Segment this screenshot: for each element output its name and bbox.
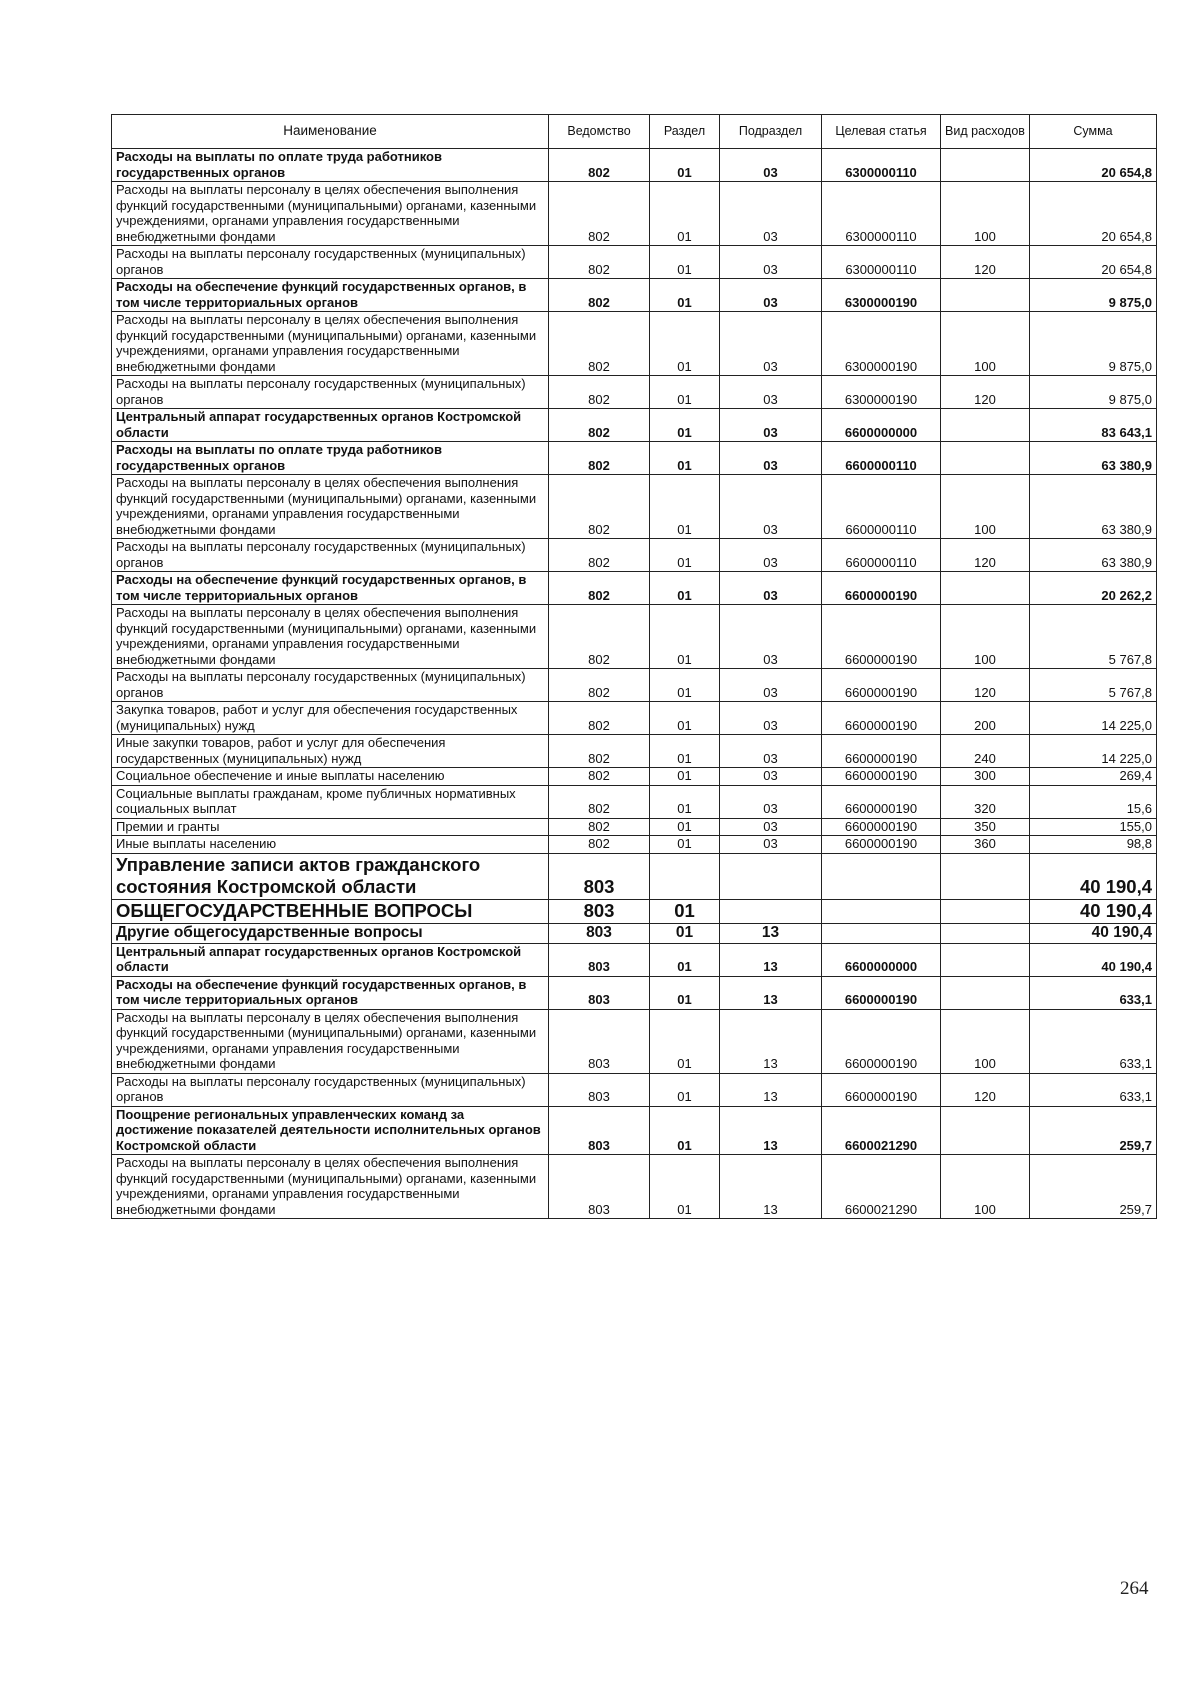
cell-name: Расходы на обеспечение функций государственных органов, в том числе территориальных органов bbox=[112, 976, 549, 1009]
cell-sum: 83 643,1 bbox=[1030, 409, 1157, 442]
table-row bbox=[112, 279, 1157, 312]
cell-name: Расходы на выплаты персоналу в целях обеспечения выполнения функций государственными (муниципальными) органами, казенными учреждениями, органами управления государственными внебюджетными фондами bbox=[112, 312, 549, 376]
table-row bbox=[112, 149, 1157, 182]
cell-kind bbox=[941, 1106, 1030, 1155]
table-row bbox=[112, 246, 1157, 279]
cell-kind: 100 bbox=[941, 1009, 1030, 1073]
cell-dept: 803 bbox=[549, 923, 650, 943]
cell-dept: 802 bbox=[549, 836, 650, 854]
cell-sum: 633,1 bbox=[1030, 976, 1157, 1009]
cell-kind bbox=[941, 442, 1030, 475]
table-row bbox=[112, 923, 1157, 943]
cell-name: Социальное обеспечение и иные выплаты населению bbox=[112, 768, 549, 786]
cell-dept: 802 bbox=[549, 702, 650, 735]
table-row bbox=[112, 442, 1157, 475]
cell-name: Расходы на обеспечение функций государственных органов, в том числе территориальных органов bbox=[112, 279, 549, 312]
cell-kind: 200 bbox=[941, 702, 1030, 735]
cell-name: Расходы на выплаты персоналу в целях обеспечения выполнения функций государственными (муниципальными) органами, казенными учреждениями, органами управления государственными внебюджетными фондами bbox=[112, 605, 549, 669]
cell-subsection: 03 bbox=[720, 785, 822, 818]
cell-sum: 63 380,9 bbox=[1030, 539, 1157, 572]
cell-dept: 802 bbox=[549, 818, 650, 836]
cell-name: Расходы на обеспечение функций государственных органов, в том числе территориальных органов bbox=[112, 572, 549, 605]
cell-dept: 803 bbox=[549, 899, 650, 923]
header-kind: Вид расходов bbox=[941, 115, 1030, 149]
table-row bbox=[112, 735, 1157, 768]
cell-section: 01 bbox=[650, 1106, 720, 1155]
cell-target: 6600000110 bbox=[822, 475, 941, 539]
cell-name: Расходы на выплаты персоналу в целях обеспечения выполнения функций государственными (муниципальными) органами, казенными учреждениями, органами управления государственными внебюджетными фондами bbox=[112, 475, 549, 539]
cell-dept: 802 bbox=[549, 279, 650, 312]
cell-name: Расходы на выплаты персоналу государственных (муниципальных) органов bbox=[112, 539, 549, 572]
cell-dept: 803 bbox=[549, 1073, 650, 1106]
cell-kind bbox=[941, 149, 1030, 182]
table-body bbox=[112, 149, 1157, 1219]
header-name: Наименование bbox=[112, 115, 549, 149]
cell-subsection: 03 bbox=[720, 818, 822, 836]
cell-target: 6600000190 bbox=[822, 605, 941, 669]
cell-dept: 802 bbox=[549, 149, 650, 182]
cell-target: 6600000110 bbox=[822, 442, 941, 475]
cell-kind: 120 bbox=[941, 246, 1030, 279]
cell-kind: 100 bbox=[941, 1155, 1030, 1219]
cell-subsection: 13 bbox=[720, 1009, 822, 1073]
cell-subsection: 13 bbox=[720, 1155, 822, 1219]
cell-sum: 259,7 bbox=[1030, 1155, 1157, 1219]
table-row bbox=[112, 669, 1157, 702]
cell-subsection: 03 bbox=[720, 572, 822, 605]
cell-name: Другие общегосударственные вопросы bbox=[112, 923, 549, 943]
header-target: Целевая статья bbox=[822, 115, 941, 149]
cell-dept: 802 bbox=[549, 182, 650, 246]
cell-target: 6600000110 bbox=[822, 539, 941, 572]
cell-name: Иные выплаты населению bbox=[112, 836, 549, 854]
cell-subsection: 03 bbox=[720, 182, 822, 246]
table-row bbox=[112, 899, 1157, 923]
cell-subsection: 03 bbox=[720, 409, 822, 442]
cell-target: 6300000110 bbox=[822, 149, 941, 182]
cell-kind bbox=[941, 899, 1030, 923]
cell-dept: 802 bbox=[549, 669, 650, 702]
cell-sum: 9 875,0 bbox=[1030, 376, 1157, 409]
cell-name: Расходы на выплаты персоналу государственных (муниципальных) органов bbox=[112, 246, 549, 279]
cell-section: 01 bbox=[650, 539, 720, 572]
cell-kind: 320 bbox=[941, 785, 1030, 818]
cell-section: 01 bbox=[650, 702, 720, 735]
table-row bbox=[112, 943, 1157, 976]
cell-kind bbox=[941, 976, 1030, 1009]
cell-subsection bbox=[720, 899, 822, 923]
cell-name: Закупка товаров, работ и услуг для обеспечения государственных (муниципальных) нужд bbox=[112, 702, 549, 735]
cell-dept: 802 bbox=[549, 785, 650, 818]
cell-sum: 5 767,8 bbox=[1030, 605, 1157, 669]
cell-section: 01 bbox=[650, 669, 720, 702]
cell-section: 01 bbox=[650, 312, 720, 376]
cell-sum: 40 190,4 bbox=[1030, 853, 1157, 899]
cell-target: 6600000190 bbox=[822, 1009, 941, 1073]
cell-section: 01 bbox=[650, 1155, 720, 1219]
cell-kind: 120 bbox=[941, 1073, 1030, 1106]
cell-sum: 269,4 bbox=[1030, 768, 1157, 786]
cell-section: 01 bbox=[650, 475, 720, 539]
cell-section: 01 bbox=[650, 1073, 720, 1106]
cell-section: 01 bbox=[650, 149, 720, 182]
cell-subsection: 03 bbox=[720, 735, 822, 768]
cell-subsection: 13 bbox=[720, 976, 822, 1009]
cell-target: 6300000190 bbox=[822, 279, 941, 312]
cell-dept: 803 bbox=[549, 1009, 650, 1073]
cell-section: 01 bbox=[650, 818, 720, 836]
cell-target: 6600021290 bbox=[822, 1155, 941, 1219]
table-row bbox=[112, 605, 1157, 669]
cell-target: 6300000190 bbox=[822, 376, 941, 409]
cell-section: 01 bbox=[650, 836, 720, 854]
cell-target bbox=[822, 853, 941, 899]
cell-name: Расходы на выплаты персоналу государственных (муниципальных) органов bbox=[112, 376, 549, 409]
budget-table bbox=[111, 114, 1157, 1219]
cell-section: 01 bbox=[650, 182, 720, 246]
cell-kind: 300 bbox=[941, 768, 1030, 786]
cell-dept: 802 bbox=[549, 735, 650, 768]
table-row bbox=[112, 1009, 1157, 1073]
cell-subsection: 03 bbox=[720, 246, 822, 279]
table-row bbox=[112, 182, 1157, 246]
cell-dept: 803 bbox=[549, 1155, 650, 1219]
cell-name: Поощрение региональных управленческих команд за достижение показателей деятельности исполнительных органов Костромской области bbox=[112, 1106, 549, 1155]
cell-dept: 803 bbox=[549, 853, 650, 899]
cell-name: Расходы на выплаты по оплате труда работников государственных органов bbox=[112, 149, 549, 182]
cell-sum: 20 654,8 bbox=[1030, 182, 1157, 246]
table-row bbox=[112, 818, 1157, 836]
cell-subsection: 13 bbox=[720, 923, 822, 943]
cell-target: 6600000190 bbox=[822, 768, 941, 786]
cell-name: Иные закупки товаров, работ и услуг для обеспечения государственных (муниципальных) нужд bbox=[112, 735, 549, 768]
table-row bbox=[112, 1073, 1157, 1106]
cell-sum: 633,1 bbox=[1030, 1009, 1157, 1073]
cell-name: Расходы на выплаты персоналу в целях обеспечения выполнения функций государственными (муниципальными) органами, казенными учреждениями, органами управления государственными внебюджетными фондами bbox=[112, 1009, 549, 1073]
table-row bbox=[112, 539, 1157, 572]
cell-target: 6300000110 bbox=[822, 246, 941, 279]
cell-dept: 803 bbox=[549, 943, 650, 976]
cell-subsection: 13 bbox=[720, 1073, 822, 1106]
cell-dept: 802 bbox=[549, 442, 650, 475]
cell-subsection: 03 bbox=[720, 149, 822, 182]
cell-dept: 802 bbox=[549, 409, 650, 442]
cell-target: 6600000190 bbox=[822, 785, 941, 818]
table-row bbox=[112, 768, 1157, 786]
cell-dept: 802 bbox=[549, 572, 650, 605]
cell-kind: 240 bbox=[941, 735, 1030, 768]
cell-subsection: 03 bbox=[720, 376, 822, 409]
cell-kind: 120 bbox=[941, 669, 1030, 702]
cell-sum: 20 654,8 bbox=[1030, 149, 1157, 182]
cell-sum: 40 190,4 bbox=[1030, 923, 1157, 943]
cell-sum: 20 654,8 bbox=[1030, 246, 1157, 279]
cell-subsection: 03 bbox=[720, 539, 822, 572]
cell-sum: 98,8 bbox=[1030, 836, 1157, 854]
cell-sum: 63 380,9 bbox=[1030, 475, 1157, 539]
cell-dept: 802 bbox=[549, 246, 650, 279]
table-row bbox=[112, 312, 1157, 376]
cell-dept: 803 bbox=[549, 976, 650, 1009]
cell-section: 01 bbox=[650, 442, 720, 475]
cell-section: 01 bbox=[650, 376, 720, 409]
table-row bbox=[112, 853, 1157, 899]
cell-name: Центральный аппарат государственных органов Костромской области bbox=[112, 943, 549, 976]
cell-target: 6600000190 bbox=[822, 735, 941, 768]
cell-sum: 20 262,2 bbox=[1030, 572, 1157, 605]
cell-sum: 155,0 bbox=[1030, 818, 1157, 836]
header-sum: Сумма bbox=[1030, 115, 1157, 149]
cell-kind: 100 bbox=[941, 475, 1030, 539]
cell-target: 6600000000 bbox=[822, 409, 941, 442]
cell-subsection: 03 bbox=[720, 605, 822, 669]
cell-dept: 802 bbox=[549, 376, 650, 409]
cell-dept: 803 bbox=[549, 1106, 650, 1155]
cell-kind: 120 bbox=[941, 539, 1030, 572]
cell-kind: 100 bbox=[941, 312, 1030, 376]
cell-kind: 100 bbox=[941, 182, 1030, 246]
cell-subsection: 03 bbox=[720, 279, 822, 312]
page-number: 264 bbox=[1120, 1578, 1149, 1599]
cell-target: 6600000190 bbox=[822, 572, 941, 605]
cell-name: Расходы на выплаты персоналу в целях обеспечения выполнения функций государственными (муниципальными) органами, казенными учреждениями, органами управления государственными внебюджетными фондами bbox=[112, 182, 549, 246]
cell-name: Управление записи актов гражданского состояния Костромской области bbox=[112, 853, 549, 899]
cell-section: 01 bbox=[650, 605, 720, 669]
cell-subsection: 03 bbox=[720, 442, 822, 475]
cell-dept: 802 bbox=[549, 475, 650, 539]
cell-name: Расходы на выплаты по оплате труда работников государственных органов bbox=[112, 442, 549, 475]
cell-target: 6600000190 bbox=[822, 818, 941, 836]
cell-name: Центральный аппарат государственных органов Костромской области bbox=[112, 409, 549, 442]
cell-kind bbox=[941, 923, 1030, 943]
cell-target: 6600000190 bbox=[822, 836, 941, 854]
cell-dept: 802 bbox=[549, 312, 650, 376]
cell-target: 6600000190 bbox=[822, 702, 941, 735]
cell-subsection: 13 bbox=[720, 1106, 822, 1155]
budget-table-sheet bbox=[111, 114, 1156, 1219]
table-row bbox=[112, 1106, 1157, 1155]
cell-section: 01 bbox=[650, 1009, 720, 1073]
cell-dept: 802 bbox=[549, 768, 650, 786]
cell-section: 01 bbox=[650, 785, 720, 818]
header-dept: Ведомство bbox=[549, 115, 650, 149]
cell-section: 01 bbox=[650, 735, 720, 768]
cell-sum: 15,6 bbox=[1030, 785, 1157, 818]
table-row bbox=[112, 785, 1157, 818]
table-row bbox=[112, 702, 1157, 735]
cell-sum: 9 875,0 bbox=[1030, 279, 1157, 312]
cell-subsection: 03 bbox=[720, 669, 822, 702]
cell-sum: 9 875,0 bbox=[1030, 312, 1157, 376]
cell-sum: 14 225,0 bbox=[1030, 735, 1157, 768]
cell-kind bbox=[941, 853, 1030, 899]
cell-sum: 14 225,0 bbox=[1030, 702, 1157, 735]
cell-section: 01 bbox=[650, 279, 720, 312]
cell-target: 6600000000 bbox=[822, 943, 941, 976]
cell-kind: 360 bbox=[941, 836, 1030, 854]
cell-kind: 350 bbox=[941, 818, 1030, 836]
cell-section bbox=[650, 853, 720, 899]
cell-target: 6600000190 bbox=[822, 976, 941, 1009]
cell-name: Расходы на выплаты персоналу в целях обеспечения выполнения функций государственными (муниципальными) органами, казенными учреждениями, органами управления государственными внебюджетными фондами bbox=[112, 1155, 549, 1219]
cell-kind bbox=[941, 943, 1030, 976]
cell-target: 6600000190 bbox=[822, 1073, 941, 1106]
cell-sum: 40 190,4 bbox=[1030, 943, 1157, 976]
table-row bbox=[112, 976, 1157, 1009]
cell-sum: 63 380,9 bbox=[1030, 442, 1157, 475]
cell-name: Премии и гранты bbox=[112, 818, 549, 836]
cell-section: 01 bbox=[650, 976, 720, 1009]
cell-section: 01 bbox=[650, 572, 720, 605]
table-row bbox=[112, 572, 1157, 605]
cell-target bbox=[822, 899, 941, 923]
cell-subsection: 03 bbox=[720, 312, 822, 376]
cell-name: Социальные выплаты гражданам, кроме публичных нормативных социальных выплат bbox=[112, 785, 549, 818]
cell-name: Расходы на выплаты персоналу государственных (муниципальных) органов bbox=[112, 669, 549, 702]
table-row bbox=[112, 376, 1157, 409]
cell-kind bbox=[941, 572, 1030, 605]
cell-section: 01 bbox=[650, 246, 720, 279]
cell-target: 6600000190 bbox=[822, 669, 941, 702]
cell-section: 01 bbox=[650, 943, 720, 976]
table-row bbox=[112, 409, 1157, 442]
cell-name: ОБЩЕГОСУДАРСТВЕННЫЕ ВОПРОСЫ bbox=[112, 899, 549, 923]
cell-dept: 802 bbox=[549, 605, 650, 669]
cell-target: 6300000110 bbox=[822, 182, 941, 246]
cell-kind: 120 bbox=[941, 376, 1030, 409]
cell-section: 01 bbox=[650, 768, 720, 786]
table-row bbox=[112, 836, 1157, 854]
cell-kind bbox=[941, 279, 1030, 312]
table-header-row bbox=[112, 115, 1157, 149]
cell-subsection bbox=[720, 853, 822, 899]
cell-name: Расходы на выплаты персоналу государственных (муниципальных) органов bbox=[112, 1073, 549, 1106]
cell-target: 6300000190 bbox=[822, 312, 941, 376]
cell-sum: 5 767,8 bbox=[1030, 669, 1157, 702]
cell-subsection: 13 bbox=[720, 943, 822, 976]
cell-section: 01 bbox=[650, 409, 720, 442]
cell-subsection: 03 bbox=[720, 475, 822, 539]
table-row bbox=[112, 1155, 1157, 1219]
cell-subsection: 03 bbox=[720, 768, 822, 786]
cell-kind bbox=[941, 409, 1030, 442]
cell-sum: 633,1 bbox=[1030, 1073, 1157, 1106]
cell-kind: 100 bbox=[941, 605, 1030, 669]
cell-subsection: 03 bbox=[720, 702, 822, 735]
cell-section: 01 bbox=[650, 899, 720, 923]
cell-target bbox=[822, 923, 941, 943]
header-section: Раздел bbox=[650, 115, 720, 149]
table-row bbox=[112, 475, 1157, 539]
header-subsection: Подраздел bbox=[720, 115, 822, 149]
cell-sum: 259,7 bbox=[1030, 1106, 1157, 1155]
cell-section: 01 bbox=[650, 923, 720, 943]
cell-target: 6600021290 bbox=[822, 1106, 941, 1155]
cell-dept: 802 bbox=[549, 539, 650, 572]
cell-subsection: 03 bbox=[720, 836, 822, 854]
cell-sum: 40 190,4 bbox=[1030, 899, 1157, 923]
